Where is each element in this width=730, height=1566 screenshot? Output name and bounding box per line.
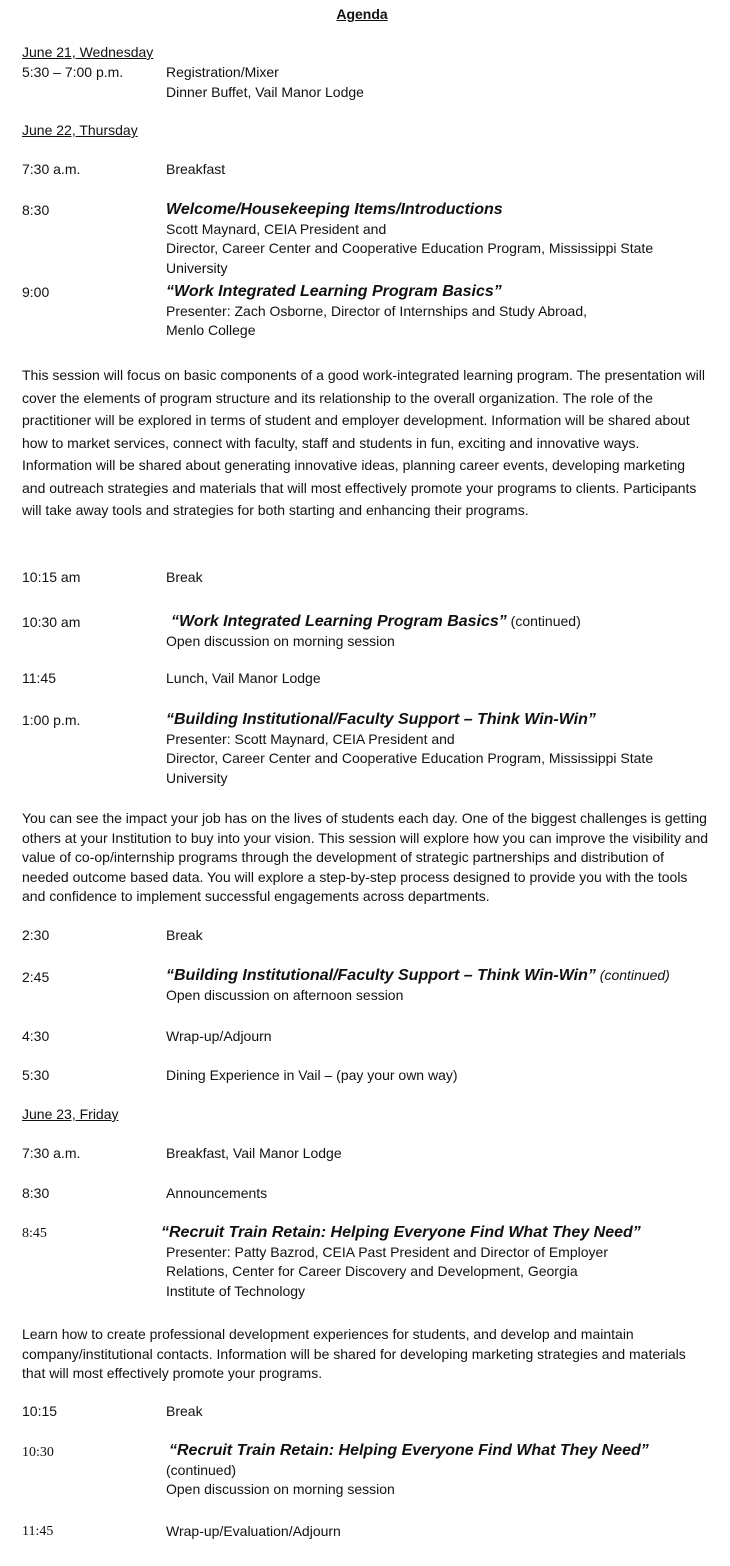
session-heading: “Work Integrated Learning Program Basics” <box>171 613 507 630</box>
agenda-item-faculty-support <box>166 710 653 788</box>
time-label: 11:45 <box>22 1524 54 1539</box>
time-label: 11:45 <box>22 670 56 686</box>
time-label: 8:45 <box>22 1226 47 1241</box>
item-line: Break <box>166 569 203 585</box>
time-label: 10:30 <box>22 1445 54 1460</box>
item-line: Open discussion on afternoon session <box>166 986 404 1003</box>
item-line: Scott Maynard, CEIA President and <box>166 220 387 237</box>
time-label: 2:30 <box>22 927 50 943</box>
item-line: Presenter: Patty Bazrod, CEIA Past President and Director of Employer <box>166 1243 608 1260</box>
item-line: University <box>166 259 228 276</box>
agenda-item-faculty-support-continued <box>166 966 670 1005</box>
agenda-item-recruit-train-retain <box>161 1223 641 1301</box>
item-line: Wrap-up/Evaluation/Adjourn <box>166 1523 341 1539</box>
agenda-item-breakfast <box>166 160 225 180</box>
item-line: Open discussion on morning session <box>166 1481 395 1497</box>
item-line: Registration/Mixer <box>166 64 279 80</box>
session-heading: “Recruit Train Retain: Helping Everyone Find What They Need” <box>169 1442 649 1459</box>
agenda-item-final-adjourn <box>166 1522 341 1542</box>
item-line: Dinner Buffet, Vail Manor Lodge <box>166 83 364 100</box>
item-line: Announcements <box>166 1185 268 1201</box>
agenda-item-breakfast <box>166 1144 342 1164</box>
agenda-item-break <box>166 1402 203 1422</box>
time-label: 1:00 p.m. <box>22 712 81 728</box>
item-line: Breakfast, Vail Manor Lodge <box>166 1145 342 1161</box>
time-label: 5:30 <box>22 1067 50 1083</box>
session-description: This session will focus on basic components of a good work-integrated learning program. The presentation will cover the elements of program structure and its relationship to the overall organization. The role of the practitioner will be explored in terms of student and employer development. Information will be shared about how to market services, connect with faculty, staff and students in fun, exciting and innovative ways. Information will be shared about generating innovative ideas, planning career events, developing marketing and outreach strategies and materials that will most effectively promote your programs to clients. Participants will take away tools and strategies for both starting and enhancing their programs. <box>22 367 705 518</box>
item-line: Presenter: Zach Osborne, Director of Internships and Study Abroad, <box>166 302 587 319</box>
agenda-item-lunch <box>166 669 321 689</box>
time-label: 5:30 – 7:00 p.m. <box>22 64 124 80</box>
item-line: Director, Career Center and Cooperative Education Program, Mississippi State <box>166 240 654 256</box>
session-heading: “Building Institutional/Faculty Support – Think Win-Win” <box>166 711 596 728</box>
session-heading: “Building Institutional/Faculty Support – Think Win-Win” <box>166 967 596 984</box>
item-line: Break <box>166 927 203 943</box>
time-label: 7:30 a.m. <box>22 1145 81 1161</box>
item-line: Presenter: Scott Maynard, CEIA President and <box>166 730 455 747</box>
time-label: 2:45 <box>22 969 50 985</box>
item-line: Relations, Center for Career Discovery and Development, Georgia <box>166 1263 578 1279</box>
date-heading-june-23: June 23, Friday <box>22 1106 119 1122</box>
item-line: Lunch, Vail Manor Lodge <box>166 670 321 686</box>
item-line: Director, Career Center and Cooperative Education Program, Mississippi State <box>166 750 654 766</box>
session-description: You can see the impact your job has on the lives of students each day. One of the biggest challenges is getting others at your Institution to buy into your vision. This session will explore how you can improve the visibility and value of co-op/internship programs through the development of strategic partnerships and distribution of needed outcome based data. You will explore a step-by-step process designed to provide you with the tools and confidence to implement successful engagements across departments. <box>22 810 709 905</box>
agenda-item-wil-basics-continued <box>166 612 581 651</box>
item-line: Dining Experience in Vail – (pay your own way) <box>166 1067 458 1083</box>
item-line: Menlo College <box>166 322 256 338</box>
time-label: 10:30 am <box>22 614 81 630</box>
session-description: Learn how to create professional development experiences for students, and develop and maintain company/institutional contacts. Information will be shared for developing marketing strategies and materials that will most effectively promote your programs. <box>22 1326 686 1382</box>
time-label: 10:15 <box>22 1403 58 1419</box>
continued-label: (continued) <box>595 967 670 983</box>
agenda-item-break <box>166 568 203 588</box>
item-line: Institute of Technology <box>166 1282 306 1299</box>
date-heading-june-22: June 22, Thursday <box>22 122 138 138</box>
time-label: 9:00 <box>22 284 50 300</box>
agenda-item-registration <box>166 63 364 102</box>
item-line: Wrap-up/Adjourn <box>166 1028 272 1044</box>
agenda-item-recruit-train-retain-continued <box>166 1441 649 1500</box>
agenda-item-dining <box>166 1066 458 1086</box>
item-line: (continued) <box>166 1461 237 1478</box>
time-label: 10:15 am <box>22 569 81 585</box>
agenda-item-wil-basics <box>166 282 587 341</box>
time-label: 7:30 a.m. <box>22 161 81 177</box>
date-heading-june-21: June 21, Wednesday <box>22 44 154 60</box>
continued-label: (continued) <box>506 613 581 629</box>
agenda-item-announcements <box>166 1184 267 1204</box>
time-label: 8:30 <box>22 1185 50 1201</box>
session-heading: “Work Integrated Learning Program Basics” <box>166 283 502 300</box>
page-title: Agenda <box>336 6 388 22</box>
agenda-item-break <box>166 926 203 946</box>
agenda-item-welcome <box>166 200 653 278</box>
item-line: Breakfast <box>166 161 226 177</box>
item-line: Break <box>166 1403 203 1419</box>
session-heading: Welcome/Housekeeping Items/Introductions <box>166 201 503 218</box>
item-line: University <box>166 769 228 786</box>
agenda-item-wrap-up <box>166 1027 272 1047</box>
time-label: 8:30 <box>22 202 50 218</box>
time-label: 4:30 <box>22 1028 50 1044</box>
item-line: Open discussion on morning session <box>166 632 395 649</box>
session-heading: “Recruit Train Retain: Helping Everyone Find What They Need” <box>161 1224 641 1241</box>
